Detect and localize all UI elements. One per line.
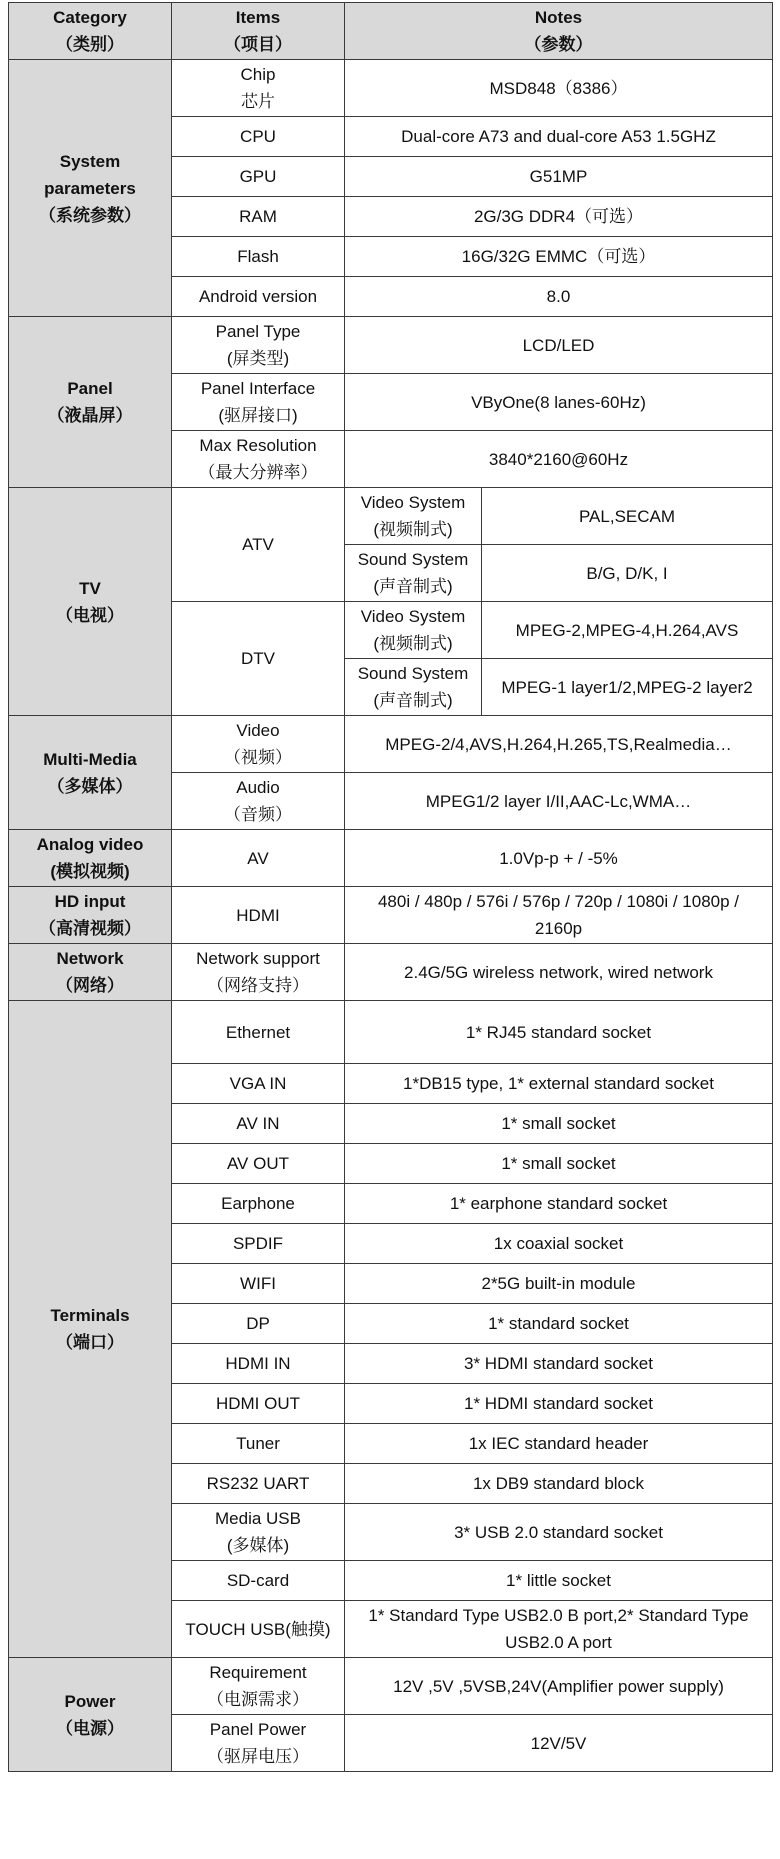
- note-cell: 1* Standard Type USB2.0 B port,2* Standard Type USB2.0 A port: [345, 1601, 773, 1658]
- note-cell: 3* HDMI standard socket: [345, 1344, 773, 1384]
- item-cell: Panel Power （驱屏电压）: [172, 1715, 345, 1772]
- item-cell: SD-card: [172, 1561, 345, 1601]
- note-cell: 1x DB9 standard block: [345, 1464, 773, 1504]
- category-cell: Network （网络）: [9, 944, 172, 1001]
- note-cell: 16G/32G EMMC（可选）: [345, 237, 773, 277]
- note-cell: MSD848（8386）: [345, 60, 773, 117]
- note-cell: 1x IEC standard header: [345, 1424, 773, 1464]
- item-cell: RS232 UART: [172, 1464, 345, 1504]
- table-row: [9, 830, 773, 887]
- note-cell: 2G/3G DDR4（可选）: [345, 197, 773, 237]
- note-cell: MPEG-2/4,AVS,H.264,H.265,TS,Realmedia…: [345, 716, 773, 773]
- note-cell: 3* USB 2.0 standard socket: [345, 1504, 773, 1561]
- note-cell: 1* RJ45 standard socket: [345, 1001, 773, 1064]
- item-cell: TOUCH USB(触摸): [172, 1601, 345, 1658]
- subitem-cell: Sound System (声音制式): [345, 659, 482, 716]
- note-cell: Dual-core A73 and dual-core A53 1.5GHZ: [345, 117, 773, 157]
- item-cell: Network support （网络支持）: [172, 944, 345, 1001]
- category-cell: Power （电源）: [9, 1658, 172, 1772]
- item-cell: VGA IN: [172, 1064, 345, 1104]
- item-cell: Panel Type (屏类型): [172, 317, 345, 374]
- category-cell: Terminals （端口）: [9, 1001, 172, 1658]
- subitem-cell: Video System (视频制式): [345, 488, 482, 545]
- category-cell: Analog video (模拟视频): [9, 830, 172, 887]
- note-cell: 1x coaxial socket: [345, 1224, 773, 1264]
- table-row: [9, 317, 773, 374]
- note-cell: 1* standard socket: [345, 1304, 773, 1344]
- note-cell: 1* little socket: [345, 1561, 773, 1601]
- item-cell: Flash: [172, 237, 345, 277]
- table-row: [9, 944, 773, 1001]
- header-items: Items （项目）: [172, 3, 345, 60]
- category-cell: Multi-Media （多媒体）: [9, 716, 172, 830]
- table-row: [9, 1001, 773, 1064]
- item-cell: Video （视频）: [172, 716, 345, 773]
- item-cell: Earphone: [172, 1184, 345, 1224]
- item-cell: Chip 芯片: [172, 60, 345, 117]
- item-cell: DTV: [172, 602, 345, 716]
- note-cell: 2.4G/5G wireless network, wired network: [345, 944, 773, 1001]
- item-cell: HDMI: [172, 887, 345, 944]
- category-cell: Panel （液晶屏）: [9, 317, 172, 488]
- subitem-cell: Video System (视频制式): [345, 602, 482, 659]
- subitem-cell: Sound System (声音制式): [345, 545, 482, 602]
- note-cell: MPEG-1 layer1/2,MPEG-2 layer2: [482, 659, 773, 716]
- item-cell: Media USB (多媒体): [172, 1504, 345, 1561]
- spec-table: [8, 2, 773, 1772]
- item-cell: DP: [172, 1304, 345, 1344]
- note-cell: G51MP: [345, 157, 773, 197]
- item-cell: Tuner: [172, 1424, 345, 1464]
- note-cell: 1.0Vp-p + / -5%: [345, 830, 773, 887]
- note-cell: 3840*2160@60Hz: [345, 431, 773, 488]
- note-cell: LCD/LED: [345, 317, 773, 374]
- table-row: [9, 716, 773, 773]
- note-cell: VByOne(8 lanes-60Hz): [345, 374, 773, 431]
- item-cell: Requirement （电源需求）: [172, 1658, 345, 1715]
- category-cell: TV （电视）: [9, 488, 172, 716]
- item-cell: ATV: [172, 488, 345, 602]
- note-cell: 8.0: [345, 277, 773, 317]
- item-cell: Max Resolution （最大分辨率）: [172, 431, 345, 488]
- note-cell: 1* small socket: [345, 1144, 773, 1184]
- item-cell: HDMI OUT: [172, 1384, 345, 1424]
- item-cell: Audio （音频）: [172, 773, 345, 830]
- note-cell: 1* earphone standard socket: [345, 1184, 773, 1224]
- note-cell: MPEG-2,MPEG-4,H.264,AVS: [482, 602, 773, 659]
- category-cell: System parameters （系统参数）: [9, 60, 172, 317]
- table-row: [9, 60, 773, 117]
- item-cell: RAM: [172, 197, 345, 237]
- spec-sheet: [8, 2, 772, 1772]
- header-notes: Notes （参数）: [345, 3, 773, 60]
- item-cell: AV OUT: [172, 1144, 345, 1184]
- note-cell: 1*DB15 type, 1* external standard socket: [345, 1064, 773, 1104]
- table-row: [9, 488, 773, 545]
- note-cell: MPEG1/2 layer I/II,AAC-Lc,WMA…: [345, 773, 773, 830]
- table-row: [9, 887, 773, 944]
- item-cell: HDMI IN: [172, 1344, 345, 1384]
- item-cell: AV: [172, 830, 345, 887]
- note-cell: 12V ,5V ,5VSB,24V(Amplifier power supply): [345, 1658, 773, 1715]
- note-cell: 2*5G built-in module: [345, 1264, 773, 1304]
- note-cell: 480i / 480p / 576i / 576p / 720p / 1080i / 1080p / 2160p: [345, 887, 773, 944]
- item-cell: AV IN: [172, 1104, 345, 1144]
- item-cell: Android version: [172, 277, 345, 317]
- item-cell: SPDIF: [172, 1224, 345, 1264]
- item-cell: Panel Interface (驱屏接口): [172, 374, 345, 431]
- note-cell: 1* small socket: [345, 1104, 773, 1144]
- note-cell: PAL,SECAM: [482, 488, 773, 545]
- header-row: [9, 3, 773, 60]
- item-cell: Ethernet: [172, 1001, 345, 1064]
- table-row: [9, 1658, 773, 1715]
- note-cell: 1* HDMI standard socket: [345, 1384, 773, 1424]
- item-cell: GPU: [172, 157, 345, 197]
- header-category: Category （类别）: [9, 3, 172, 60]
- item-cell: WIFI: [172, 1264, 345, 1304]
- note-cell: 12V/5V: [345, 1715, 773, 1772]
- note-cell: B/G, D/K, I: [482, 545, 773, 602]
- item-cell: CPU: [172, 117, 345, 157]
- category-cell: HD input （高清视频）: [9, 887, 172, 944]
